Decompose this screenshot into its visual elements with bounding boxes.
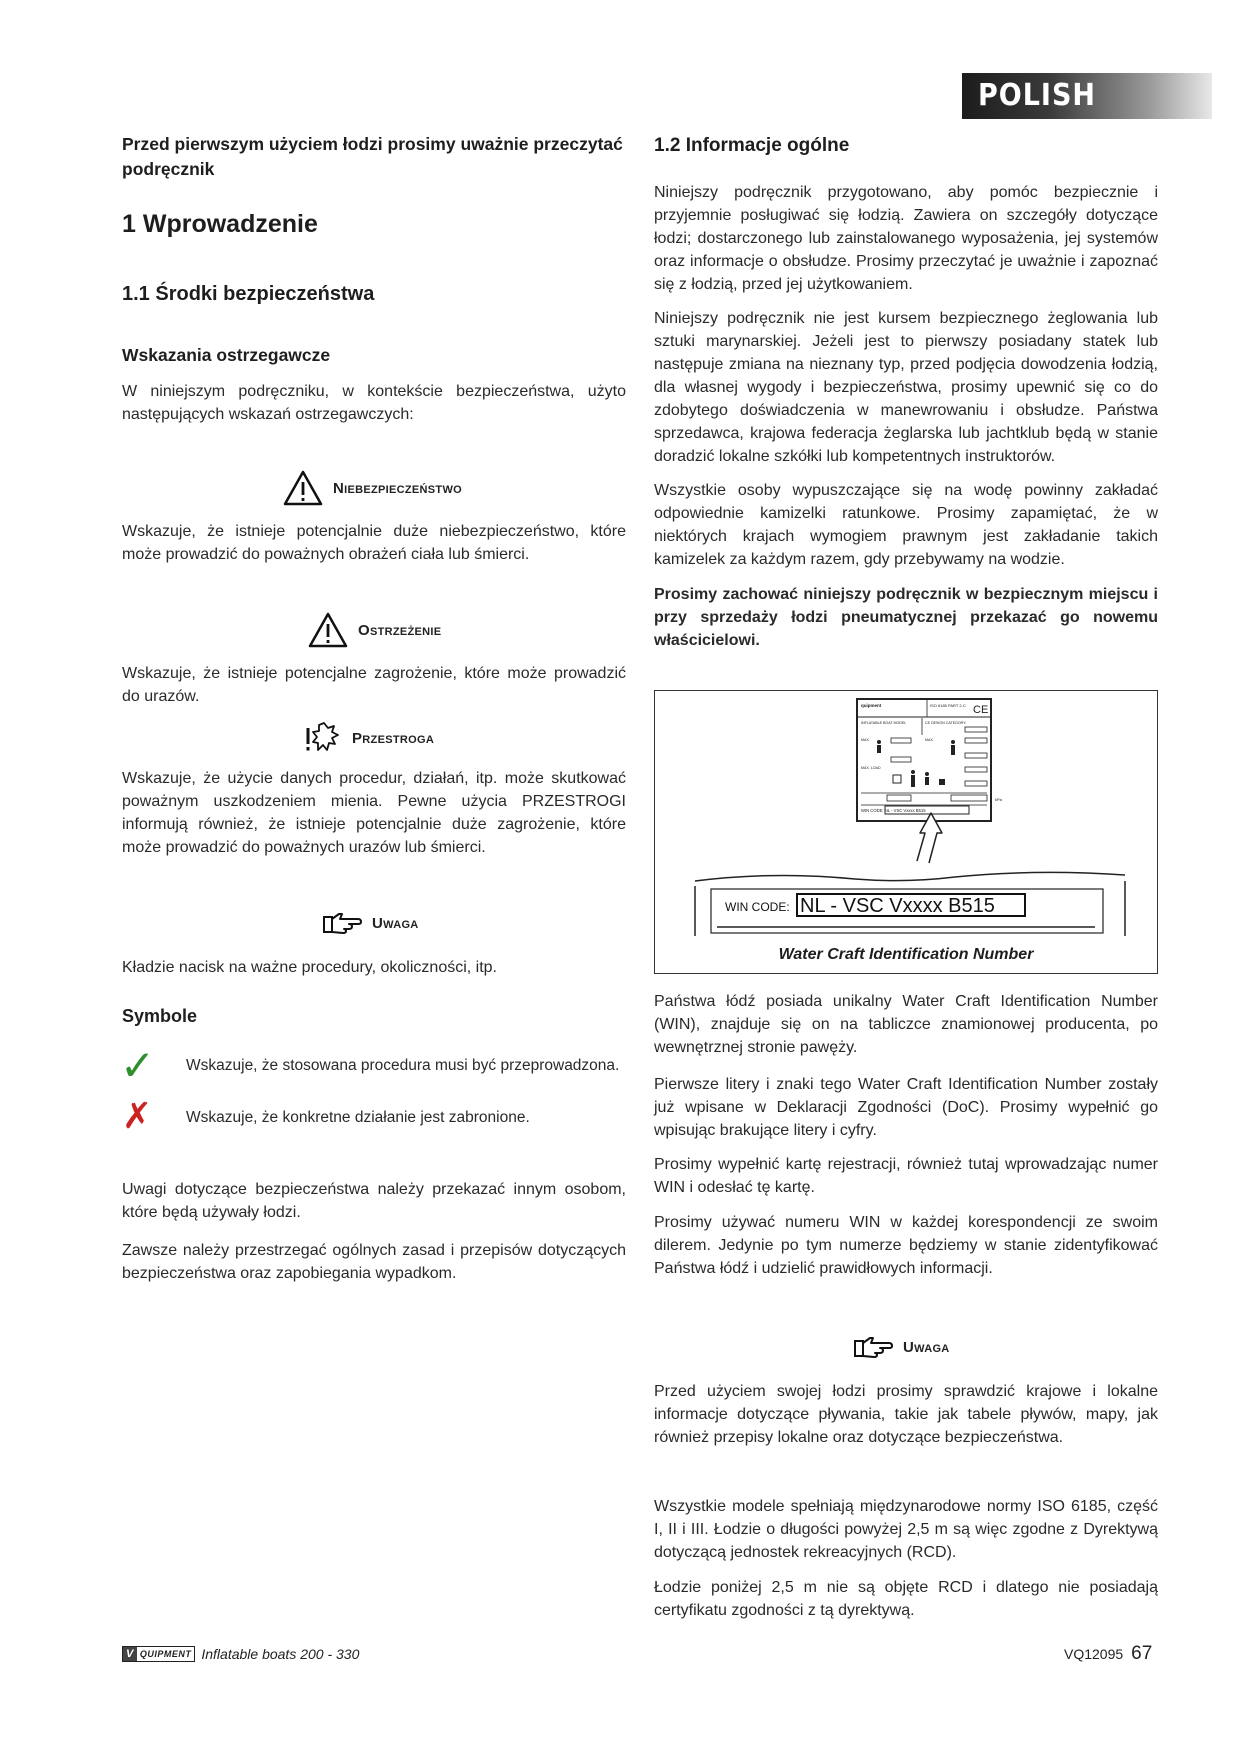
- doc-code: VQ12095: [1064, 1646, 1124, 1662]
- warnings-intro: W niniejszym podręczniku, w kontekście bezpieczeństwa, użyto następujących wskazań ostrzegawczych:: [122, 383, 626, 423]
- plate-iso: ISO 6185 PART 2-C: [930, 703, 966, 708]
- footer-brand: [122, 1646, 359, 1662]
- general-paragraph-3: Wszystkie osoby wypuszczające się na wodę powinny zakładać odpowiednie kamizelki ratunkowe. Prosimy zapamiętać, że w niektórych krajach wymogiem prawnym jest zakładanie takich kamizelek za każdym razem, gdy przebywamy na wodzie.: [654, 482, 1158, 568]
- symbol-row-forbidden: [122, 1095, 642, 1142]
- plate-brand: quipment: [861, 703, 882, 708]
- svg-text:MAX.: MAX.: [925, 738, 934, 742]
- caution-heading: [304, 720, 434, 756]
- note-heading: [322, 910, 419, 936]
- pointing-hand-icon: [322, 910, 362, 936]
- plate-design-label: CE DESIGN CATEGORY:: [925, 721, 967, 725]
- chapter-title: 1 Wprowadzenie: [122, 210, 318, 238]
- symbol-required-text: Wskazuje, że stosowana procedura musi być przeprowadzona.: [186, 1057, 620, 1074]
- warning-triangle-icon: [308, 612, 348, 648]
- note-heading-right: [853, 1334, 950, 1360]
- check-mark-icon: ✓: [120, 1042, 156, 1089]
- iso-paragraph: Wszystkie modele spełniają międzynarodowe normy ISO 6185, część I, II i III. Łodzie o długości powyżej 2,5 m są więc zgodne z Dyrektywą dotyczącą jednostek rekreacyjnych (RCD).: [654, 1498, 1158, 1561]
- footer-title: Inflatable boats 200 - 330: [201, 1646, 360, 1662]
- win-paragraph-1: Państwa łódź posiada unikalny Water Craft Identification Number (WIN), znajduje się on na tabliczce znamionowej producenta, po wewnętrznej stronie pawęży.: [654, 993, 1158, 1056]
- plate-ce-mark: CE: [973, 704, 989, 716]
- warning-heading: [308, 612, 441, 648]
- win-paragraph-3: Prosimy wypełnić kartę rejestracji, również tutaj wprowadzając numer WIN i odesłać tę kartę.: [654, 1156, 1158, 1196]
- general-paragraph-1: Niniejszy podręcznik przygotowano, aby pomóc bezpiecznie i przyjemnie posługiwać się łodzią. Zawiera on szczegóły dotyczące łodzi; dostarczonego lub zainstalowanego wyposażenia, jej systemów oraz informacje o obsłudze. Prosimy przeczytać je uważnie i zapoznać się z łodzią, przed jej użytkowaniem.: [654, 184, 1158, 293]
- footer-page-info: [1064, 1643, 1152, 1665]
- win-paragraph-4: Prosimy używać numeru WIN w każdej korespondencji ze swoim dilerem. Jedynie po tym numerze będziemy w stanie zidentyfikować Państwa łódź i udzielić prawidłowych informacji.: [654, 1214, 1158, 1277]
- safety-notes-others: Uwagi dotyczące bezpieczeństwa należy przekazać innym osobom, które będą używały łodzi.: [122, 1181, 626, 1221]
- figure-caption: Water Craft Identification Number: [778, 946, 1034, 963]
- plate-max-label: MAX.: [861, 738, 870, 742]
- brand-logo: [122, 1646, 195, 1662]
- rcd-paragraph: Łodzie poniżej 2,5 m nie są objęte RCD i dlatego nie posiadają certyfikatu zgodności z tą dyrektywą.: [654, 1579, 1158, 1619]
- brand-logo-prefix: V: [123, 1647, 137, 1661]
- note-label: Uwaga: [372, 914, 419, 932]
- subsection-title-warnings: Wskazania ostrzegawcze: [122, 345, 331, 365]
- intro-bold-heading: Przed pierwszym użyciem łodzi prosimy uważnie przeczytać podręcznik: [122, 134, 623, 179]
- note-text-right: Przed użyciem swojej łodzi prosimy sprawdzić krajowe i lokalne informacje dotyczące pływania, takie jak tabele pływów, mapy, jak również przepisy lokalne oraz dotyczące bezpieczeństwa.: [654, 1383, 1158, 1446]
- win-plate-figure: [654, 690, 1158, 974]
- warning-label: Ostrzeżenie: [358, 621, 442, 639]
- plate-model-label: INFLATABLE BOAT MODEL: [861, 721, 907, 725]
- plate-load-label: MAX. LOAD: [861, 766, 881, 770]
- symbol-row-required: [120, 1042, 640, 1089]
- safety-rules: Zawsze należy przestrzegać ogólnych zasad i przepisów dotyczących bezpieczeństwa oraz zapobiegania wypadkom.: [122, 1242, 626, 1282]
- caution-text: Wskazuje, że użycie danych procedur, działań, itp. może skutkować poważnym uszkodzeniem mienia. Pewne użycia PRZESTROGI informują również, że istnieje potencjalnie duże zagrożenie, które może prowadzić do poważnych urazów lub śmierci.: [122, 770, 626, 856]
- danger-label: Niebezpieczeństwo: [333, 479, 462, 497]
- danger-heading: [283, 470, 462, 506]
- symbol-forbidden-text: Wskazuje, że konkretne działanie jest zabronione.: [186, 1109, 530, 1126]
- danger-text: Wskazuje, że istnieje potencjalnie duże niebezpieczeństwo, które może prowadzić do poważnych obrażeń ciała lub śmierci.: [122, 523, 626, 563]
- note-text: Kładzie nacisk na ważne procedury, okoliczności, itp.: [122, 959, 497, 976]
- cross-mark-icon: ✗: [122, 1095, 153, 1136]
- win-value: NL - VSC Vxxxx B515: [800, 895, 995, 917]
- win-label: WIN CODE:: [725, 900, 790, 914]
- section-title-general: 1.2 Informacje ogólne: [654, 135, 850, 156]
- win-paragraph-2: Pierwsze litery i znaki tego Water Craft Identification Number zostały już wpisane w Deklaracji Zgodności (DoC). Prosimy wypełnić go wpisując brakujące litery i cyfry.: [654, 1076, 1158, 1139]
- page-number: 67: [1131, 1643, 1153, 1664]
- pointing-hand-icon: [853, 1334, 893, 1360]
- caution-label: Przestroga: [352, 729, 435, 747]
- brand-logo-text: QUIPMENT: [139, 1649, 192, 1659]
- note-label-right: Uwaga: [903, 1338, 950, 1356]
- subsection-title-symbols: Symbole: [122, 1006, 198, 1026]
- general-paragraph-2: Niniejszy podręcznik nie jest kursem bezpiecznego żeglowania lub sztuki marynarskiej. Jeżeli jest to pierwszy posiadany statek lub następuje zmiana na nieznany typ, przed podjęcia dowodzenia łodzią, dla własnej wygody i bezpieczeństwa, prosimy upewnić się co do zdobytego doświadczenia w manewrowaniu i obsłudze. Państwa sprzedawca, krajowa federacja żeglarska lub jachtklub będą w stanie doradzić lokalne szkółki lub kompetentnych instruktorów.: [654, 310, 1158, 465]
- section-title-safety: 1.1 Środki bezpieczeństwa: [122, 283, 375, 305]
- warning-text: Wskazuje, że istnieje potencjalne zagrożenie, które może prowadzić do urazów.: [122, 665, 626, 705]
- language-tab: POLISH: [962, 73, 1212, 119]
- caution-damage-icon: [304, 720, 342, 756]
- plate-win-small: WIN CODE: NL - VSC Vxxxx B515: [861, 808, 926, 813]
- plate-kpa-unit: kPa: [995, 797, 1002, 802]
- keep-manual-bold: Prosimy zachować niniejszy podręcznik w bezpiecznym miejscu i przy sprzedaży łodzi pneumatycznej przekazać go nowemu właścicielowi.: [654, 586, 1158, 649]
- win-plate-illustration: [655, 691, 1157, 973]
- warning-triangle-icon: [283, 470, 323, 506]
